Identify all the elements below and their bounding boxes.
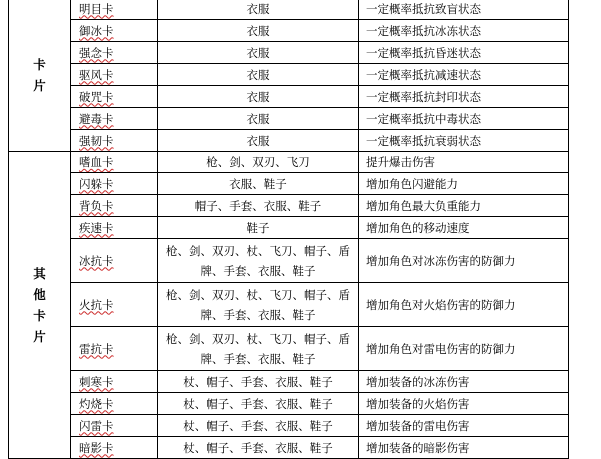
equip-slot-cell: 衣服、鞋子 [158,173,359,195]
table-row [9,393,569,415]
table-row [9,415,569,437]
effect-cell: 增加装备的火焰伤害 [359,393,569,415]
card-name-cell [71,327,158,371]
card-name: 雷抗卡 [79,341,114,356]
card-name-cell [71,217,158,239]
category-cell [9,0,71,152]
card-name-cell [71,415,158,437]
card-name-cell [71,239,158,283]
card-name: 背负卡 [79,198,114,213]
card-table [8,0,569,459]
effect-cell: 一定概率抵抗封印状态 [359,86,569,108]
card-name: 暗影卡 [79,440,114,455]
card-name-cell [71,437,158,459]
card-name: 强韧卡 [79,133,114,148]
equip-slot-cell: 衣服 [158,86,359,108]
card-name-cell [71,42,158,64]
equip-slot-cell: 衣服 [158,64,359,86]
equip-slot-cell: 枪、剑、双刃、杖、飞刀、帽子、盾牌、手套、衣服、鞋子 [158,327,359,371]
effect-cell: 增加装备的雷电伤害 [359,415,569,437]
equip-slot-cell: 衣服 [158,20,359,42]
equip-slot-cell: 枪、剑、双刃、飞刀 [158,152,359,173]
card-name: 疾速卡 [79,220,114,235]
card-name-cell [71,173,158,195]
card-name-cell [71,130,158,152]
effect-cell: 增加角色闪避能力 [359,173,569,195]
effect-cell: 增加角色最大负重能力 [359,195,569,217]
card-name: 避毒卡 [79,111,114,126]
card-name: 明目卡 [79,1,114,16]
card-name: 闪躲卡 [79,176,114,191]
table-row [9,64,569,86]
card-name-cell [71,86,158,108]
card-name-cell [71,0,158,20]
table-row [9,437,569,459]
equip-slot-cell: 衣服 [158,42,359,64]
effect-cell: 增加角色对冰冻伤害的防御力 [359,239,569,283]
card-name: 驱风卡 [79,67,114,82]
category-label: 其 他 卡 片 [33,266,46,344]
effect-cell: 增加角色对雷电伤害的防御力 [359,327,569,371]
table-row [9,195,569,217]
table-row [9,327,569,371]
equip-slot-cell: 枪、剑、双刃、杖、飞刀、帽子、盾牌、手套、衣服、鞋子 [158,283,359,327]
card-name: 刺寒卡 [79,374,114,389]
table-row [9,0,569,20]
card-name-cell [71,64,158,86]
equip-slot-cell: 杖、帽子、手套、衣服、鞋子 [158,415,359,437]
table-row [9,371,569,393]
effect-cell: 增加角色的移动速度 [359,217,569,239]
card-name-cell [71,283,158,327]
effect-cell: 一定概率抵抗昏迷状态 [359,42,569,64]
category-cell [9,152,71,459]
table-row [9,130,569,152]
card-name: 御冰卡 [79,23,114,38]
card-name-cell [71,20,158,42]
card-name: 灼烧卡 [79,396,114,411]
table-row [9,20,569,42]
table-row [9,239,569,283]
effect-cell: 提升爆击伤害 [359,152,569,173]
equip-slot-cell: 杖、帽子、手套、衣服、鞋子 [158,371,359,393]
effect-cell: 增加角色对火焰伤害的防御力 [359,283,569,327]
table-row [9,173,569,195]
table-row [9,86,569,108]
effect-cell: 一定概率抵抗中毒状态 [359,108,569,130]
equip-slot-cell: 鞋子 [158,217,359,239]
card-name-cell [71,393,158,415]
card-name-cell [71,195,158,217]
table-row [9,42,569,64]
card-table-body [9,0,569,459]
card-name-cell [71,152,158,173]
table-row [9,108,569,130]
effect-cell: 增加装备的冰冻伤害 [359,371,569,393]
effect-cell: 一定概率抵抗冰冻状态 [359,20,569,42]
effect-cell: 一定概率抵抗衰弱状态 [359,130,569,152]
equip-slot-cell: 杖、帽子、手套、衣服、鞋子 [158,437,359,459]
equip-slot-cell: 衣服 [158,130,359,152]
card-name: 冰抗卡 [79,253,114,268]
effect-cell: 一定概率抵抗致盲状态 [359,0,569,20]
card-name: 强念卡 [79,45,114,60]
table-row [9,152,569,173]
equip-slot-cell: 杖、帽子、手套、衣服、鞋子 [158,393,359,415]
equip-slot-cell: 枪、剑、双刃、杖、飞刀、帽子、盾牌、手套、衣服、鞋子 [158,239,359,283]
card-name: 嗜血卡 [79,155,114,169]
card-name-cell [71,108,158,130]
card-name: 破咒卡 [79,89,114,104]
card-name-cell [71,371,158,393]
category-label: 卡 片 [33,56,46,93]
card-name: 火抗卡 [79,297,114,312]
equip-slot-cell: 衣服 [158,108,359,130]
table-row [9,217,569,239]
table-row [9,283,569,327]
equip-slot-cell: 帽子、手套、衣服、鞋子 [158,195,359,217]
card-name: 闪雷卡 [79,418,114,433]
effect-cell: 增加装备的暗影伤害 [359,437,569,459]
equip-slot-cell: 衣服 [158,0,359,20]
effect-cell: 一定概率抵抗减速状态 [359,64,569,86]
